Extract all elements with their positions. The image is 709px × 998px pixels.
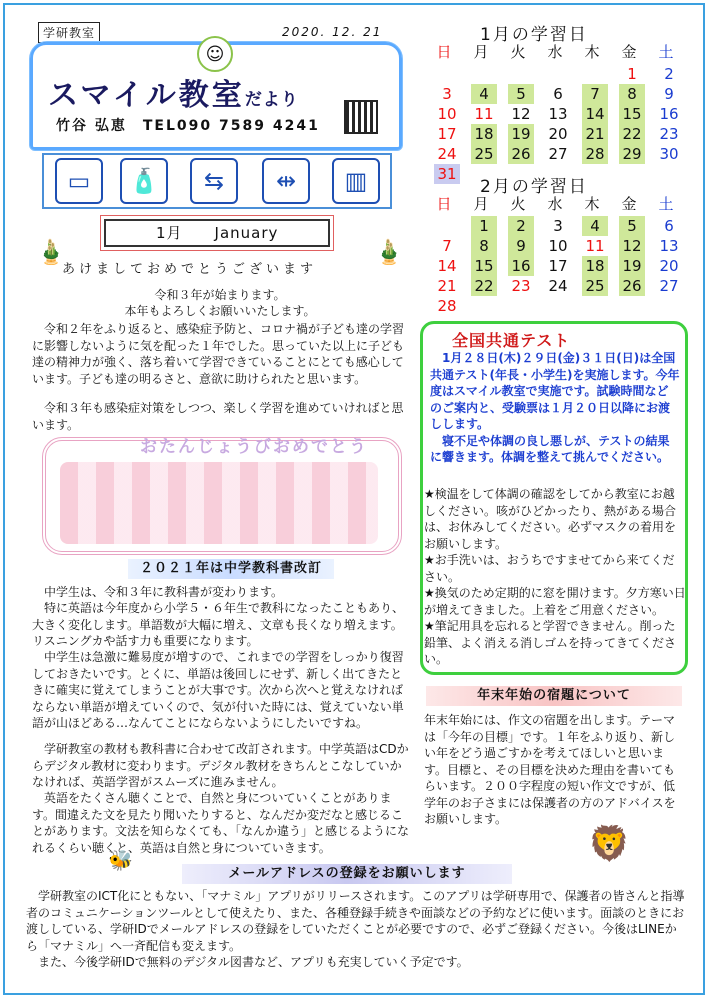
calendar-day: 27 [659,277,679,295]
teacher-contact: 竹谷 弘恵 TEL090 7589 4241 [56,118,320,134]
calendar-day: 28 [437,297,457,315]
calendar-day: 31 [434,164,460,184]
kadomatsu-icon: 🎍 [36,238,66,266]
badge: 学研教室 [38,22,100,43]
calendar-day: 19 [508,124,534,144]
calendar-day: 10 [437,105,457,123]
calendar-day: 27 [548,145,568,163]
weekday-label: 土 [658,43,674,61]
calendar-day: 11 [585,237,605,255]
calendar-day: 21 [437,277,457,295]
paragraph: 学研教室の教材も教科書に合わせて改訂されます。中学英語はCDからデジタル教材に変わります。デジタル教材をきちんとこなしていかなければ、英語学習がスムーズに進みません。 [32,742,409,789]
section-title: ２０２１年は中学教科書改訂 [128,559,334,579]
calendar-day: 23 [511,277,531,295]
weekday-label: 水 [547,195,563,213]
section-title: 年末年始の宿題について [426,686,682,706]
calendar-day: 9 [664,85,674,103]
calendar-title: 2月の学習日 [480,177,588,197]
calendar-day: 17 [437,125,457,143]
calendar-day: 20 [548,125,568,143]
qr-code-icon [344,100,378,134]
calendar-title: 1月の学習日 [480,25,588,45]
shishimai-icon: 🦁 [588,824,631,864]
logo-icon: ☺ [197,36,233,72]
calendar-day: 8 [471,236,497,256]
calendar-day: 26 [508,144,534,164]
paragraph: また、今後学研IDで無料のデジタル図書など、アプリも充実していく予定です。 [38,955,469,969]
calendar-day: 18 [471,124,497,144]
calendar-day: 2 [508,216,534,236]
banner-text: おたんじょうびおめでとう [140,437,368,457]
blurred-image [60,462,378,544]
month-label: 1月 January [104,219,330,247]
distance-icon: ⇹ [262,158,310,204]
calendar-day: 12 [511,105,531,123]
calendar-day: 30 [659,145,679,163]
calendar-day: 7 [582,84,608,104]
calendar-day: 16 [508,256,534,276]
calendar-day: 6 [553,85,563,103]
paragraph: 年末年始には、作文の宿題を出します。テーマは「今年の目標」です。１年をふり返り、新しい年をどう過ごすかを考えてほしいと思います。目標と、その目標を決めた理由を書いてもらいます。２００字程度の短い作文ですが、低学年のお子さまには保護者の方のアドバイスをお願いします。 [424,713,676,826]
ventilation-icon: ⇆ [190,158,238,204]
calendar-january [430,42,690,182]
sanitizer-icon: 🧴 [120,158,168,204]
kadomatsu-icon: 🎍 [374,238,404,266]
paragraph: 令和２年をふり返ると、感染症予防と、コロナ禍が子ども達の学習に影響しないように気を配った１年でした。思っていた以上に子ども達の精神力が強く、落ち着いて学習できていることにとても感心しています。子ども達の明るさと、意欲に助けられたと思います。 [32,322,405,386]
calendar-day: 15 [619,104,645,124]
calendar-day: 10 [548,237,568,255]
test-notice-item: ★換気のため定期的に窓を開けます。夕方寒い日が増えてきました。上着をご用意ください。 [424,586,686,617]
weekday-label: 金 [621,195,637,213]
paragraph: 学研教室のICT化にともない、「マナミル」アプリがリリースされます。このアプリは学研専用で、保護者の皆さんと指導者のコミュニケーションツールとして使えたり、また、各種登録手続きや面談などの予約などに使います。面談のときにお渡ししている、学研IDでメールアドレスの登録をしていただくことが必要ですので、必ずご登録ください。今後はLINEから「マナミル」へ一斉配信も変えます。 [26,889,685,953]
calendar-day: 13 [548,105,568,123]
calendar-day: 7 [442,237,452,255]
paragraph: 令和３年も感染症対策をしつつ、楽しく学習を進めていければと思います。 [32,401,404,432]
calendar-day: 4 [582,216,608,236]
test-notice-item: ★筆記用具を忘れると学習できません。削った鉛筆、よく消える消しゴムを持ってきてください。 [424,619,677,666]
calendar-day: 22 [471,276,497,296]
calendar-day: 18 [582,256,608,276]
page-title: スマイル教室だより [48,78,299,113]
calendar-day: 25 [582,276,608,296]
weekday-label: 日 [436,195,452,213]
calendar-day: 24 [437,145,457,163]
calendar-day: 23 [659,125,679,143]
calendar-day: 5 [508,84,534,104]
calendar-day: 17 [548,257,568,275]
intro-line: 令和３年が始まります。 [154,288,286,302]
issue-date: 2020. 12. 21 [282,25,383,39]
test-notice-intro: 1月２８日(木)２９日(金)３１日(日)は全国共通テスト(年長・小学生)を実施します。今年度はスマイル教室で実施です。試験時間などのご案内と、受験票は１月２０日以降にお渡しします。 寝不足や体調の良し悪しが、テストの結果に響きます。体調を整えて挑んでください。 [430,351,680,464]
calendar-day: 13 [659,237,679,255]
calendar-day: 24 [548,277,568,295]
calendar-day: 25 [471,144,497,164]
calendar-day: 21 [582,124,608,144]
paragraph: 特に英語は今年度から小学５・６年生で教科になったこともあり、大きく変化します。単語数が大幅に増え、文章も長くなり増えます。リスニングカや話す力も重要になります。 [32,601,405,648]
test-notice-item: ★お手洗いは、おうちですませてから来てください。 [424,553,675,584]
calendar-day: 14 [582,104,608,124]
weekday-label: 日 [436,43,452,61]
greeting: あけましておめでとうございます [62,262,318,277]
partition-icon: ▥ [332,158,380,204]
paragraph: 中学生は、令和３年に教科書が変わります。 [44,585,284,599]
test-notice-title: 全国共通テスト [452,331,571,350]
calendar-day: 14 [437,257,457,275]
calendar-day: 19 [619,256,645,276]
calendar-day: 11 [474,105,494,123]
bee-illustration-icon: 🐝 [108,848,133,872]
calendar-day: 26 [619,276,645,296]
calendar-day: 28 [582,144,608,164]
calendar-day: 9 [508,236,534,256]
weekday-label: 金 [621,43,637,61]
calendar-day: 29 [619,144,645,164]
weekday-label: 月 [473,195,489,213]
calendar-day: 8 [619,84,645,104]
calendar-day: 4 [471,84,497,104]
calendar-february [430,194,690,314]
calendar-day: 22 [619,124,645,144]
test-notice-item: ★検温をして体調の確認をしてから教室にお越しください。咳がひどかったり、熱がある場合は、お休みしてください。必ずマスクの着用をお願いします。 [424,487,677,551]
weekday-label: 水 [547,43,563,61]
calendar-day: 6 [664,217,674,235]
calendar-day: 12 [619,236,645,256]
calendar-day: 1 [471,216,497,236]
calendar-day: 20 [659,257,679,275]
calendar-day: 16 [659,105,679,123]
calendar-day: 3 [553,217,563,235]
intro-line: 本年もよろしくお願いいたします。 [124,304,316,318]
weekday-label: 火 [510,195,526,213]
section-title: メールアドレスの登録をお願いします [182,864,512,884]
calendar-day: 1 [627,65,637,83]
weekday-label: 木 [584,43,600,61]
weekday-label: 木 [584,195,600,213]
weekday-label: 月 [473,43,489,61]
mask-icon: ▭ [55,158,103,204]
weekday-label: 土 [658,195,674,213]
weekday-label: 火 [510,43,526,61]
paragraph: 英語をたくさん聴くことで、自然と身についていくことがあります。間違えた文を見たり聞いたりすると、なんだか変だなと感じることがあります。文法を知らなくても、「なんか違う」と感じるようになれるくらい聴くと、英語は自然と身についていきます。 [32,791,410,855]
calendar-day: 3 [442,85,452,103]
calendar-day: 2 [664,65,674,83]
calendar-day: 15 [471,256,497,276]
paragraph: 中学生は急激に難易度が増すので、これまでの学習をしっかり復習しておきたいです。とくに、単語は後回しにせず、新しく出てきたときに確実に覚えてしまうことが大事です。次から次へと覚えなければならない単語が増えていくので、気が付いた時には、覚えていない単語が山ほどある…なんてことにならないようにしたいですね。 [32,650,404,730]
calendar-day: 5 [619,216,645,236]
